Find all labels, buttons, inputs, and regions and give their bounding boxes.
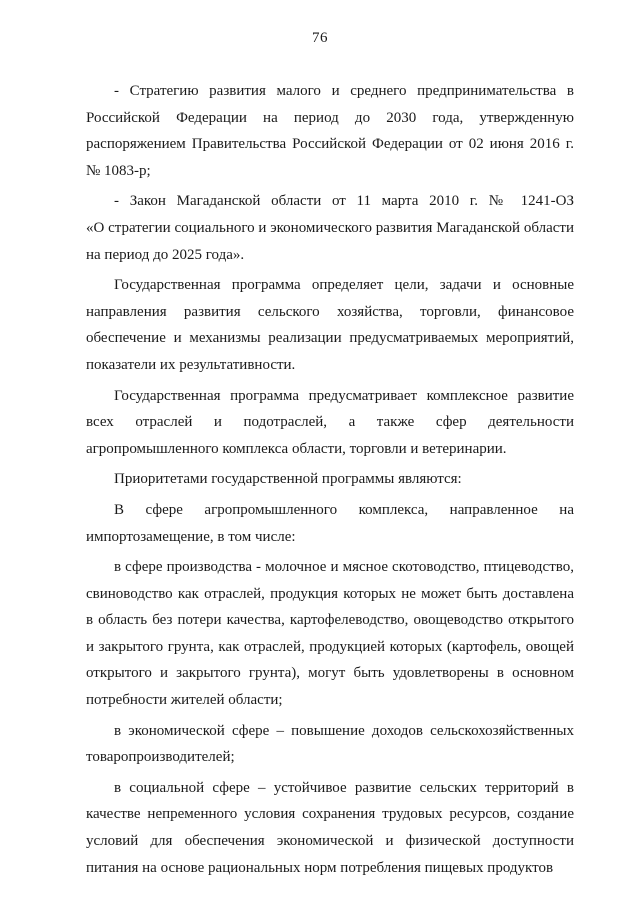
paragraph-program-provides	[86, 383, 574, 463]
text-line: - Закон Магаданской области от 11 марта 2010 г. № 1241-ОЗ	[114, 193, 574, 210]
text-line: обеспечение и механизмы реализации предусматриваемых мероприятий,	[86, 330, 574, 347]
text-line: и закрытого грунта, как отраслей, продукцией которых (картофель, овощей	[86, 638, 574, 655]
paragraph-program-defines	[86, 272, 574, 378]
text-line: в экономической сфере – повышение доходов сельскохозяйственных	[114, 722, 574, 739]
text-line: «О стратегии социального и экономического развития Магаданской области	[86, 219, 574, 236]
text-line: всех отраслей и подотраслей, а также сфер деятельности	[86, 414, 574, 431]
paragraph-economic-sphere	[86, 718, 574, 771]
text-line: в сфере производства - молочное и мясное скотоводство, птицеводство,	[114, 559, 574, 576]
text-line: - Стратегию развития малого и среднего предпринимательства в	[114, 83, 574, 99]
paragraph-magadan-law	[86, 188, 574, 268]
text-line: условий для обеспечения экономической и физической доступности	[86, 833, 574, 850]
text-line: Государственная программа определяет цели, задачи и основные	[114, 277, 574, 294]
text-line: № 1083-р;	[86, 162, 151, 179]
text-line: товаропроизводителей;	[86, 749, 235, 766]
text-line: в социальной сфере – устойчивое развитие сельских территорий в	[114, 779, 574, 796]
text-line: потребности жителей области;	[86, 692, 283, 709]
text-line: питания на основе рациональных норм потребления пищевых продуктов	[86, 859, 554, 876]
paragraph-strategy-small-business	[86, 78, 574, 184]
text-line: в область без потери качества, картофелеводство, овощеводство открытого	[86, 612, 574, 629]
paragraph-priorities-intro	[86, 466, 574, 493]
text-line: Приоритетами государственной программы являются:	[114, 471, 462, 488]
text-line: импортозамещение, в том числе:	[86, 528, 296, 545]
text-line: показатели их результативности.	[86, 356, 296, 373]
text-line: свиноводство как отраслей, продукция которых не может быть доставлена	[86, 585, 574, 602]
document-body	[86, 78, 574, 885]
text-line: распоряжением Правительства Российской Федерации от 02 июня 2016 г.	[86, 136, 574, 153]
paragraph-production-sphere	[86, 554, 574, 714]
text-line: на период до 2025 года».	[86, 246, 245, 263]
text-line: Российской Федерации на период до 2030 года, утвержденную	[86, 109, 574, 126]
text-line: В сфере агропромышленного комплекса, направленное на	[114, 501, 574, 518]
text-line: открытого и закрытого грунта), могут быть удовлетворены в основном	[86, 665, 574, 682]
text-line: агропромышленного комплекса области, торговли и ветеринарии.	[86, 440, 507, 457]
paragraph-social-sphere	[86, 775, 574, 881]
text-line: качестве непременного условия сохранения трудовых ресурсов, создание	[86, 806, 574, 823]
text-line: Государственная программа предусматривает комплексное развитие	[114, 387, 574, 404]
text-line: направления развития сельского хозяйства, торговли, финансовое	[86, 303, 574, 320]
paragraph-agro-sphere	[86, 497, 574, 550]
page-number: 76	[312, 30, 328, 46]
